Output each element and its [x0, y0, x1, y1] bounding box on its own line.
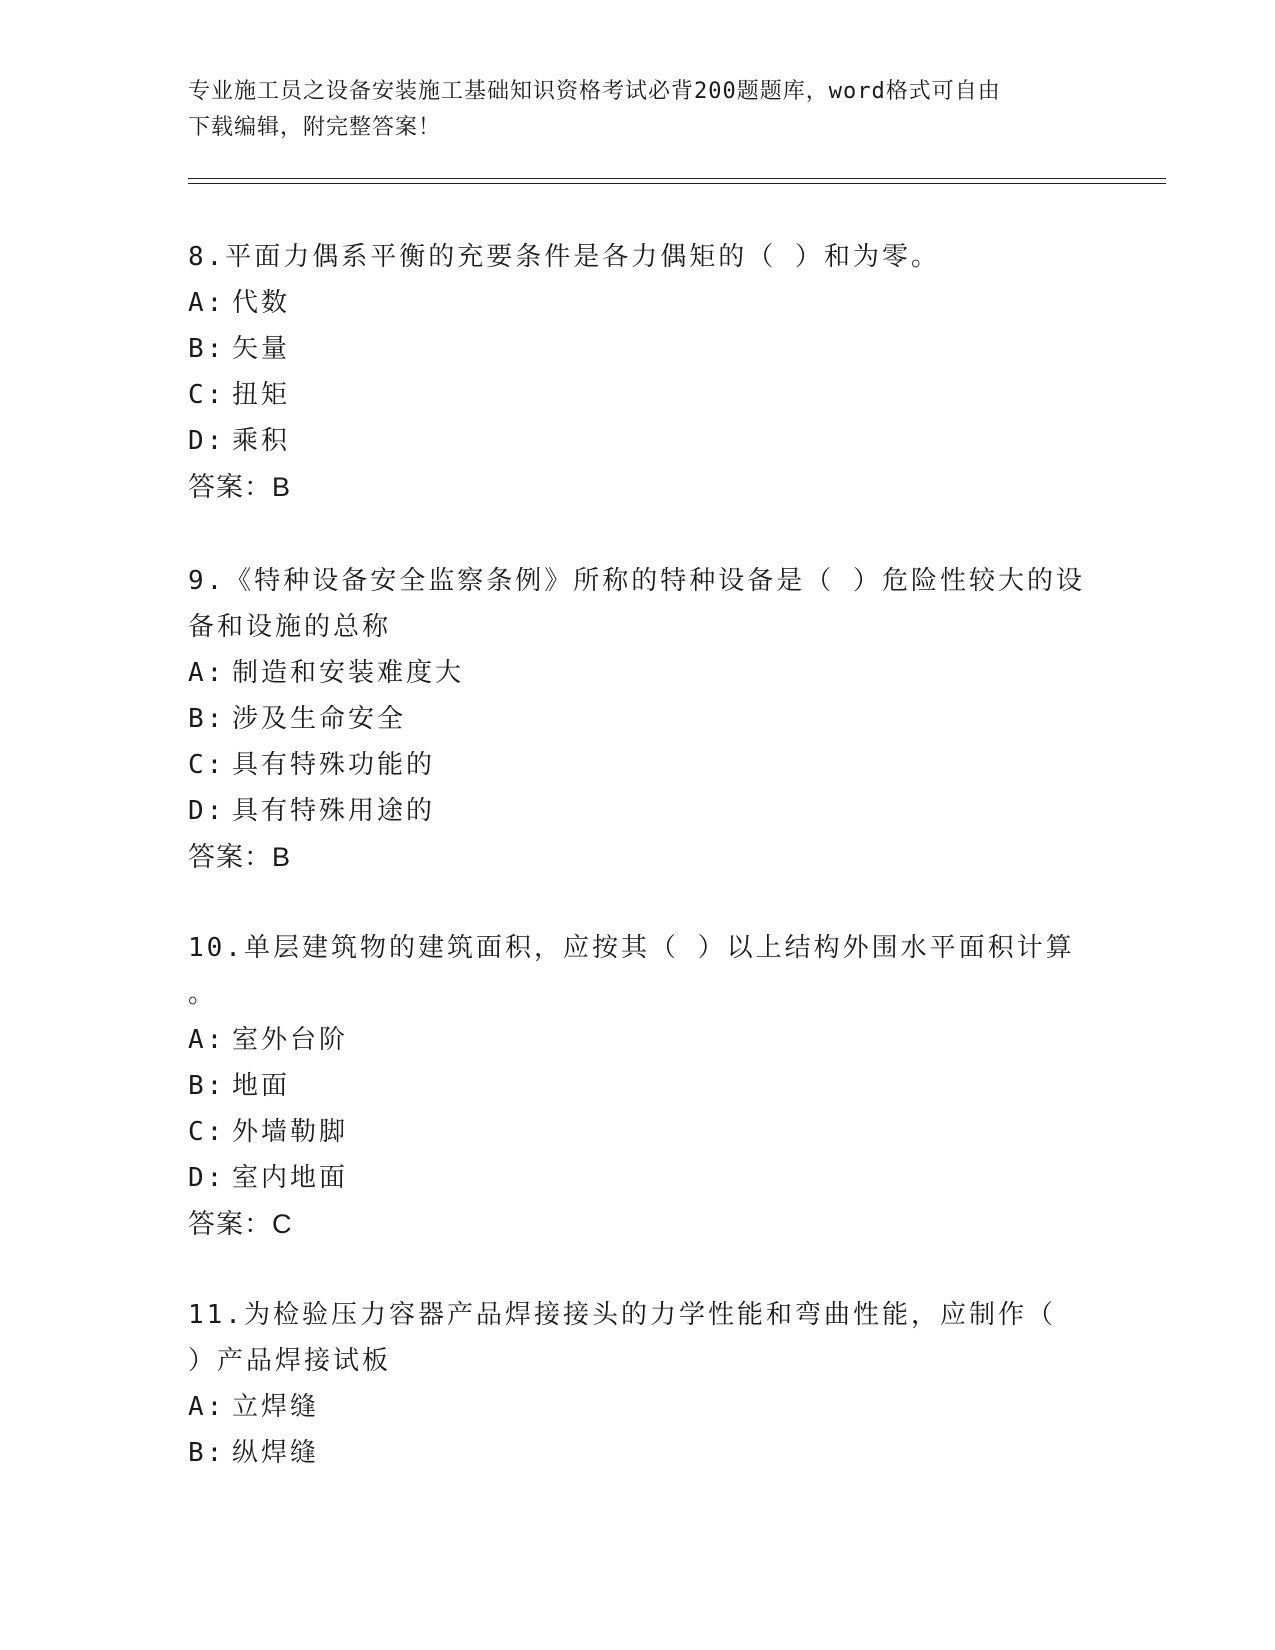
option-letter: C: [188, 380, 226, 410]
option-letter: D: [188, 1163, 226, 1193]
question-text-line-2: ）产品焊接试板 [188, 1346, 392, 1376]
option-letter: B: [188, 334, 226, 364]
option-a [188, 1017, 1088, 1063]
option-text: 具有特殊功能的 [232, 750, 436, 780]
option-letter: D: [188, 426, 226, 456]
option-letter: A: [188, 1025, 226, 1055]
answer: 答案：B [188, 472, 292, 502]
question-11 [188, 1292, 1088, 1476]
answer: 答案：B [188, 842, 292, 872]
option-text: 乘积 [232, 426, 291, 456]
document-header [188, 74, 1088, 146]
option-letter: C: [188, 1117, 226, 1147]
answer: 答案：C [188, 1209, 293, 1239]
option-letter: A: [188, 288, 226, 318]
question-text-line-2: 备和设施的总称 [188, 612, 392, 642]
question-text: 8.平面力偶系平衡的充要条件是各力偶矩的（ ）和为零。 [188, 242, 940, 272]
option-text: 代数 [232, 288, 291, 318]
question-10 [188, 925, 1088, 1247]
question-text-line-1: 11.为检验压力容器产品焊接接头的力学性能和弯曲性能，应制作（ [188, 1300, 1056, 1330]
option-b [188, 326, 1088, 372]
option-a [188, 1384, 1088, 1430]
option-b [188, 1063, 1088, 1109]
option-text: 制造和安装难度大 [232, 658, 465, 688]
option-text: 室外台阶 [232, 1025, 349, 1055]
option-letter: B: [188, 1438, 226, 1468]
question-8 [188, 234, 1088, 510]
option-text: 涉及生命安全 [232, 704, 407, 734]
option-text: 纵焊缝 [232, 1438, 320, 1468]
question-9 [188, 558, 1088, 880]
option-letter: A: [188, 658, 226, 688]
option-text: 立焊缝 [232, 1392, 320, 1422]
option-b [188, 1430, 1088, 1476]
option-text: 具有特殊用途的 [232, 796, 436, 826]
option-text: 扭矩 [232, 380, 291, 410]
header-divider-bottom [188, 183, 1166, 184]
option-c [188, 372, 1088, 418]
option-c [188, 742, 1088, 788]
option-text: 外墙勒脚 [232, 1117, 349, 1147]
question-text-line-1: 10.单层建筑物的建筑面积，应按其（ ）以上结构外围水平面积计算 [188, 933, 1075, 963]
option-d [188, 788, 1088, 834]
option-d [188, 1155, 1088, 1201]
option-a [188, 280, 1088, 326]
option-letter: B: [188, 1071, 226, 1101]
option-d [188, 418, 1088, 464]
option-c [188, 1109, 1088, 1155]
header-divider-top [188, 178, 1166, 179]
option-text: 地面 [232, 1071, 291, 1101]
option-letter: B: [188, 704, 226, 734]
question-text-line-2: 。 [188, 979, 218, 1009]
option-text: 矢量 [232, 334, 291, 364]
option-text: 室内地面 [232, 1163, 349, 1193]
option-b [188, 696, 1088, 742]
option-letter: A: [188, 1392, 226, 1422]
option-letter: C: [188, 750, 226, 780]
header-line-1: 专业施工员之设备安装施工基础知识资格考试必背200题题库，word格式可自由 [188, 79, 1001, 104]
option-a [188, 650, 1088, 696]
question-text-line-1: 9.《特种设备安全监察条例》所称的特种设备是（ ）危险性较大的设 [188, 566, 1085, 596]
option-letter: D: [188, 796, 226, 826]
header-line-2: 下载编辑，附完整答案！ [188, 115, 442, 140]
